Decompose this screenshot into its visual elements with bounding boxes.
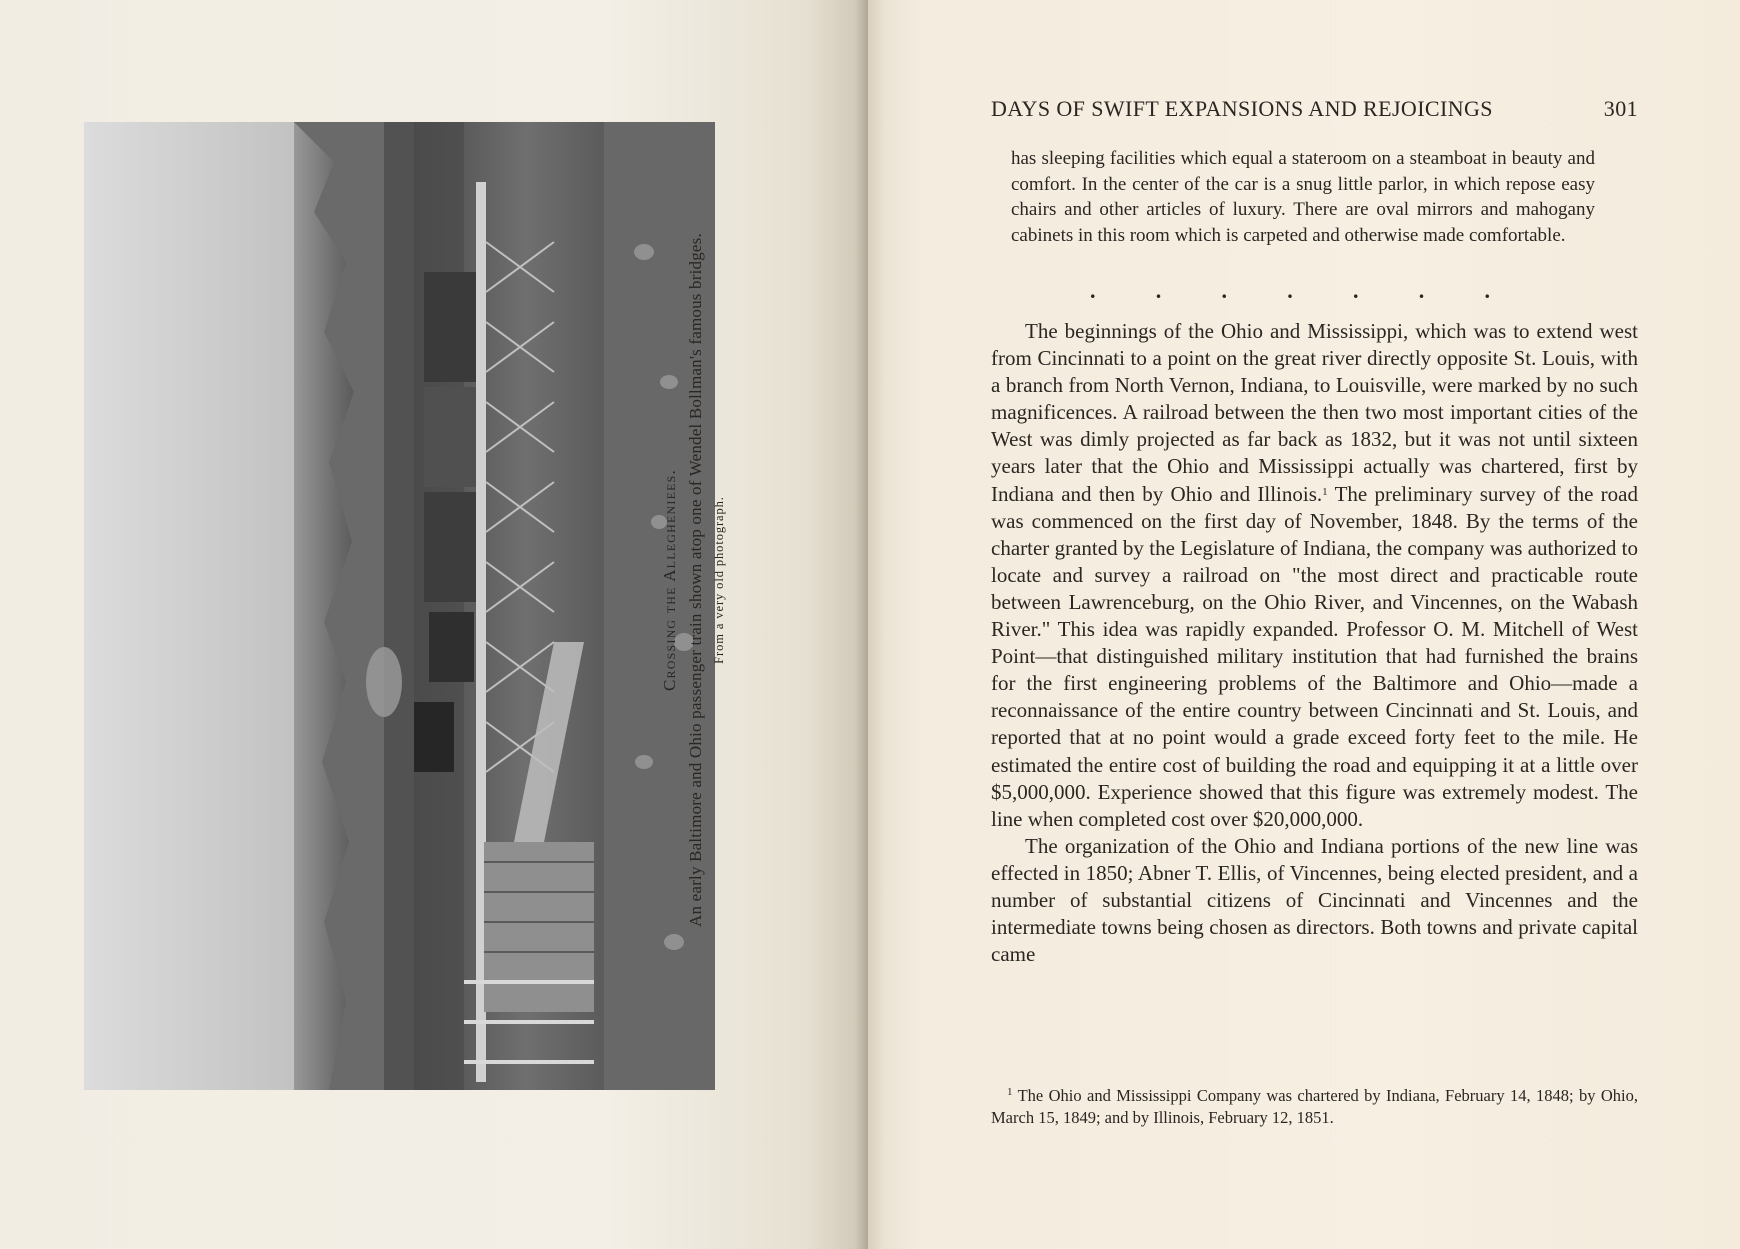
left-page [0,0,868,1249]
page-number: 301 [1603,96,1638,121]
right-page [868,0,1740,1249]
footnote-text: The Ohio and Mississippi Company was chartered by Indiana, February 14, 1848; by Ohio, March 15, 1849; and by Illinois, February 12, 1851. [991,1086,1639,1127]
caption-description: An early Baltimore and Ohio passenger train shown atop one of Wendel Bollman's famous bridges. [686,233,705,927]
paragraph-text: The beginnings of the Ohio and Mississippi, which was to extend west from Cincinnati to a point on the great river directly opposite St. Louis, with a branch from North Vernon, Indiana, to Louisville, were marked by no such magnificences. A railroad between the then two most important cities of the West was dimly projected as far back as 1832, but it was not until sixteen years later that the Ohio and Mississippi actually was chartered, first by Indiana and then by Ohio and Illinois. [991,319,1638,506]
photo-plate [84,122,715,1090]
ellipsis-dot: . [1287,278,1293,303]
ellipsis-dot: . [1090,278,1096,303]
ellipsis-dot: . [1353,278,1359,303]
body-text [991,318,1638,968]
footnote-marker: 1 [1007,1086,1013,1098]
caption-title: Crossing the Allegheniees. [660,469,679,691]
photo-caption [660,80,780,1080]
ellipsis-dot: . [1221,278,1227,303]
quoted-passage: has sleeping facilities which equal a stateroom on a steamboat in beauty and comfort. In the center of the car is a snug little parlor, in which repose easy chairs and other articles of luxury. There are oval mirrors and mahogany cabinets in this room which is carpeted and otherwise made comfortable. [1011,148,1595,246]
footnote [991,1085,1638,1129]
paragraph-text: The preliminary survey of the road was commenced on the first day of November, 1848. By the terms of the charter granted by the Legislature of Indiana, the company was authorized to locate and survey a railroad on "the most direct and practicable route between Lawrenceburg, on the Ohio River, and Vincennes, on the Wabash River." This idea was rapidly expanded. Professor O. M. Mitchell of West Point—that distinguished military institution that had furnished the brains for the first engineering problems of the Baltimore and Ohio—made a reconnaissance of the entire country between Cincinnati and St. Louis, and reported that at no point would a grade exceed forty feet to the mile. He estimated the entire cost of building the road and equipping it at a little over $5,000,000. Experience showed that this figure was extremely modest. The line when completed cost over $20,000,000. [991,481,1638,831]
running-head-title: DAYS OF SWIFT EXPANSIONS AND REJOICINGS [991,96,1493,121]
ellipsis-dot: . [1484,278,1490,303]
ellipsis-dot: . [1155,278,1162,303]
paragraph: The organization of the Ohio and Indiana portions of the new line was effected in 1850; Abner T. Ellis, of Vincennes, being elected president, and a number of substantial citizens of Cincinnati and Vincennes and the intermediate towns being chosen as directors. Both towns and private capital came [991,833,1638,967]
running-head [991,96,1638,122]
caption-credit: From a very old photograph. [712,496,726,664]
paragraph [991,318,1638,833]
footnote-reference: 1 [1322,485,1328,498]
ellipsis-separator [1090,278,1490,304]
train-bridge-photo [84,122,715,1090]
ellipsis-dot: . [1418,278,1425,303]
